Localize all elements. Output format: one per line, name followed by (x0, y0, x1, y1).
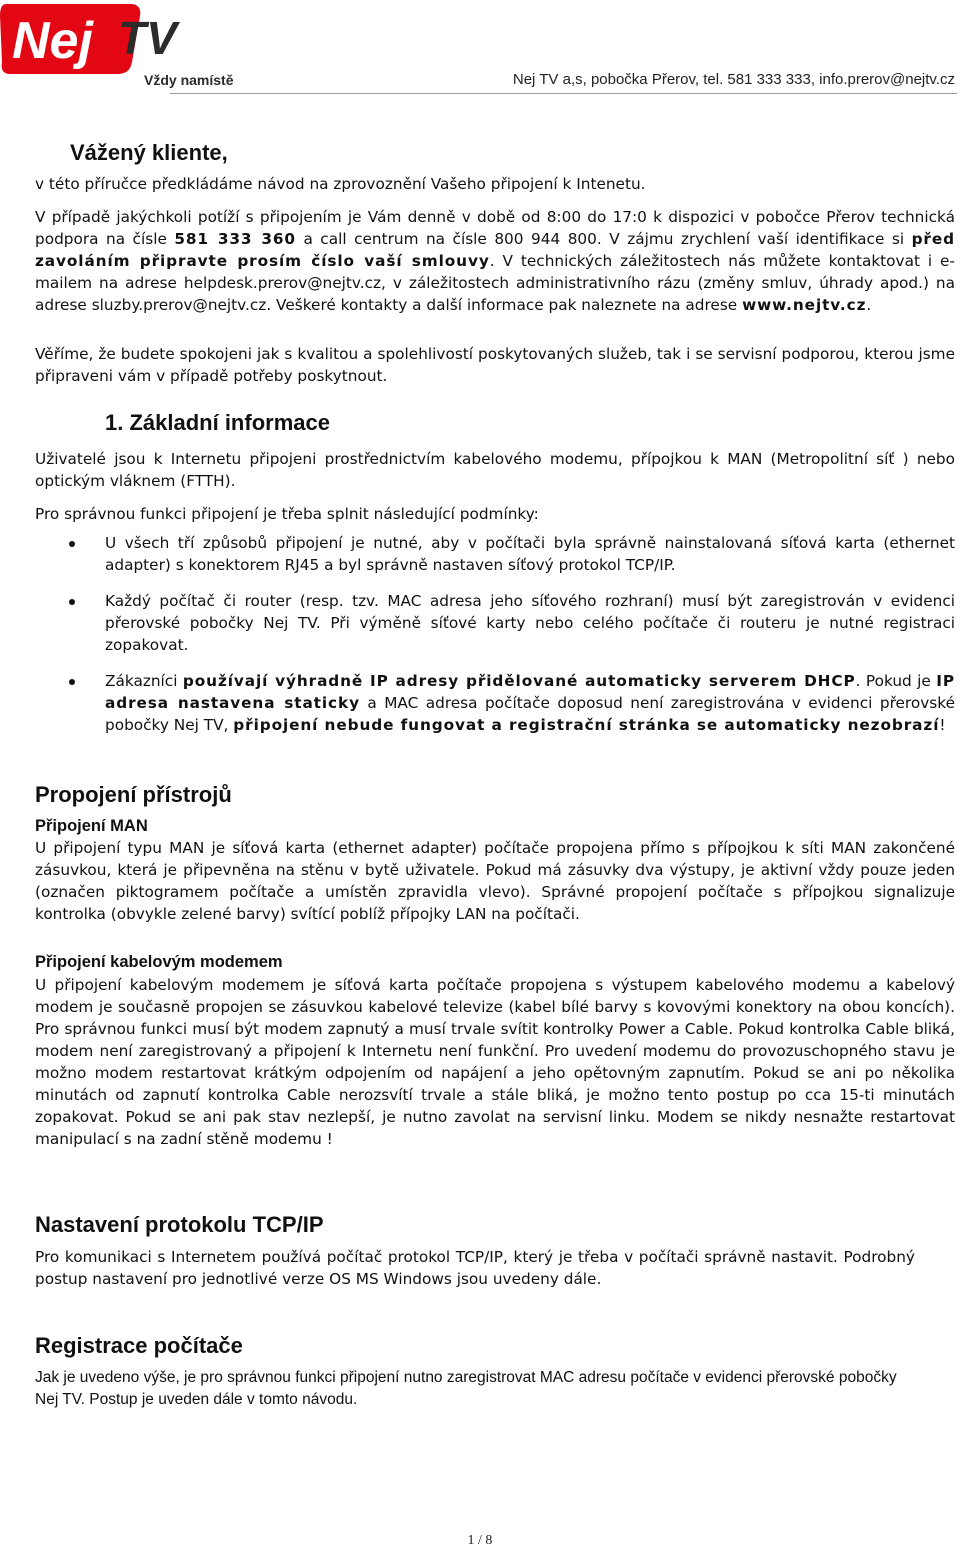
man-paragraph: U připojení typu MAN je síťová karta (ethernet adapter) počítače propojena přímo s přípojkou k síti MAN zakončené zásuvkou, která je připevněna na stěnu v bytě uživatele. Pokud má zásuvky dva výstupy, je aktivní vždy pouze jeden (označen piktogramem počítače a umístěn zpravidla vlevo). Správné propojení počítače s přípojkou signalizuje kontrolka (obvykle zelené barvy) svítící poblíž přípojky LAN na počítači. (35, 839, 955, 923)
page-header (0, 0, 960, 100)
section-title-registration: Registrace počítače (35, 1333, 243, 1358)
conditions-intro: Pro správnou funkci připojení je třeba splnit následující podmínky: (35, 505, 539, 523)
registration-paragraph: Jak je uvedeno výše, je pro správnou funkci připojení nutno zaregistrovat MAC adresu počítače v evidenci přerovské pobočky Nej TV. Postup je uveden dále v tomto návodu. (35, 1369, 897, 1408)
svg-text:Vždy namístě: Vždy namístě (144, 72, 234, 88)
prepare-contract-note: před zavoláním připravte prosím číslo vaší smlouvy (35, 230, 955, 270)
list-item: U všech tří způsobů připojení je nutné, aby v počítači byla správně nainstalovaná síťová karta (ethernet adapter) s konektorem RJ45 a byl správně nastaven síťový protokol TCP/IP. (35, 532, 955, 576)
intro-line: v této příručce předkládáme návod na zprovoznění Vašeho připojení k Intenetu. (35, 175, 646, 193)
conditions-list (35, 532, 955, 750)
nejtv-logo (0, 0, 270, 92)
list-item: Každý počítač či router (resp. tzv. MAC adresa jeho síťového rozhraní) musí být zaregistrován v evidenci přerovské pobočky Nej TV. Při výměně síťové karty nebo celého počítače či routeru je nutné registraci zopakovat. (35, 590, 955, 656)
bullet-icon (69, 541, 75, 547)
support-phone: 581 333 360 (174, 230, 296, 248)
bullet-icon (69, 679, 75, 685)
section-title-connection: Propojení přístrojů (35, 782, 232, 807)
intro-paragraph: V případě jakýchkoli potíží s připojením je Vám denně v době od 8:00 do 17:0 k dispozici v pobočce Přerov technická podpora na čísle 581 333 360 a call centrum na čísle 800 944 800. V zájmu zrychlení vaší identifikace si před zavoláním připravte prosím číslo vaší smlouvy. V technických záležitostech nás můžete kontaktovat i e-mailem na adrese helpdesk.prerov@nejtv.cz, v záležitostech administrativního rázu (změny smluv, úhrady apod.) na adrese sluzby.prerov@nejtv.cz. Veškeré kontakty a další informace pak naleznete na adrese www.nejtv.cz. (35, 208, 955, 314)
bullet-icon (69, 599, 75, 605)
svg-text:Nej: Nej (12, 12, 93, 70)
subsection-title-man: Připojení MAN (35, 817, 148, 835)
header-rule (170, 93, 957, 94)
tcpip-paragraph: Pro komunikaci s Internetem používá počítač protokol TCP/IP, který je třeba v počítači správně nastavit. Podrobný postup nastavení pro jednotlivé verze OS MS Windows jsou uvedeny dále. (35, 1248, 915, 1288)
modem-paragraph: U připojení kabelovým modemem je síťová karta počítače propojena s výstupem kabelového modemu a kabelový modem je současně propojen se zásuvkou kabelové televize (kabel bílé barvy s kovovými konektory na obou koncích). Pro správnou funkci musí být modem zapnutý a musí trvale svítit kontrolky Power a Cable. Pokud kontrolka Cable bliká, modem není zaregistrovaný a připojení k Internetu není funkční. Pro uvedení modemu do provozuschopného stavu je možno modem restartovat krátkým odpojením od napájení a jeho opětovným zapnutím. Pokud se ani po několika minutách od zapnutí kontrolka Cable nerozsvítí trvale a stále bliká, je možno tento postup po cca 15-ti minutách zopakovat. Pokud se ani pak stav nezlepší, je nutno zavolat na servisní linku. Modem se nikdy nesnažte restartovat manipulací s na zadní stěně modemu ! (35, 976, 955, 1148)
subsection-title-modem: Připojení kabelovým modemem (35, 953, 283, 971)
salutation: Vážený kliente, (70, 140, 228, 165)
page-number: 1 / 8 (467, 1533, 493, 1548)
svg-text:TV: TV (118, 12, 177, 64)
website-link[interactable]: www.nejtv.cz (742, 296, 867, 314)
list-item: Zákazníci používají výhradně IP adresy přidělované automaticky serverem DHCP. Pokud je IP adresa nastavena staticky a MAC adresa počítače doposud není zaregistrována v evidenci přerovské pobočky Nej TV, připojení nebude fungovat a registrační stránka se automaticky nezobrazí! (35, 670, 955, 736)
header-contact: Nej TV a,s, pobočka Přerov, tel. 581 333 333, info.prerov@nejtv.cz (512, 71, 955, 88)
section-title-basic-info: 1. Základní informace (105, 410, 330, 435)
trust-paragraph: Věříme, že budete spokojeni jak s kvalitou a spolehlivostí poskytovaných služeb, tak i se servisní podporou, kterou jsme připraveni vám v případě potřeby poskytnout. (35, 345, 955, 385)
basic-info-paragraph: Uživatelé jsou k Internetu připojeni prostřednictvím kabelového modemu, přípojkou k MAN (Metropolitní síť ) nebo optickým vláknem (FTTH). (35, 450, 955, 490)
section-title-tcpip: Nastavení protokolu TCP/IP (35, 1212, 324, 1237)
